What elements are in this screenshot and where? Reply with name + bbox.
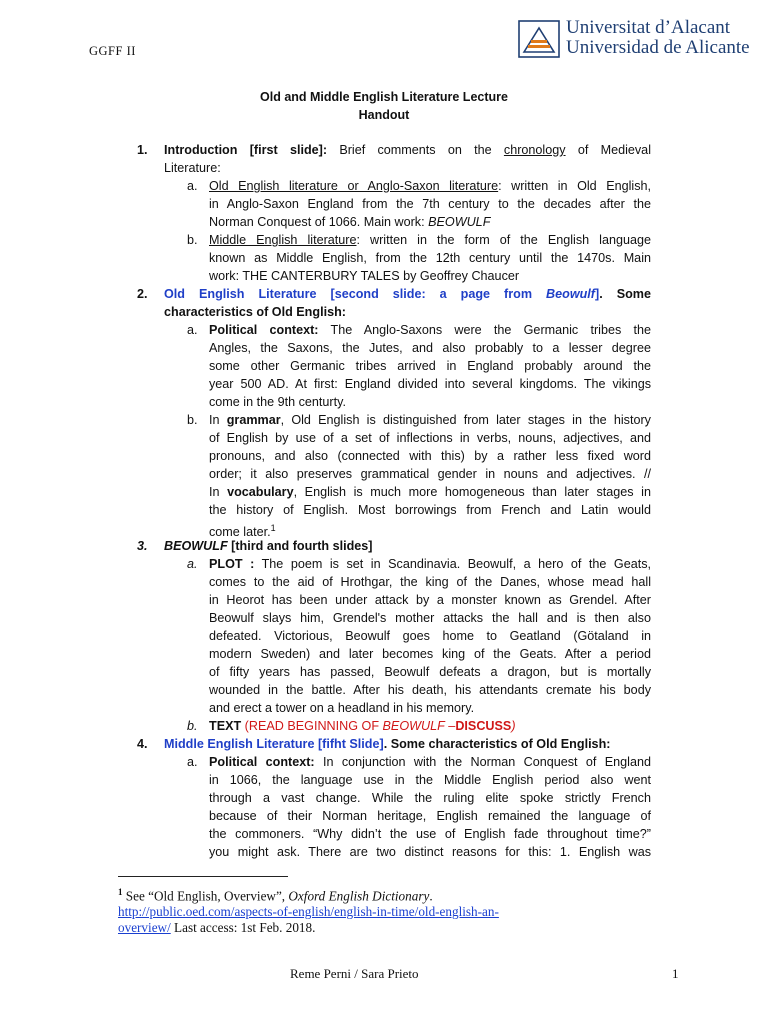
document-subtitle: Handout (358, 108, 410, 122)
oed-link[interactable]: http://public.oed.com/aspects-of-english/english-in-time/old-english-an- (118, 904, 499, 919)
section-1-heading: Introduction [first slide]: Brief comments on the chronology of Medieval (164, 143, 651, 157)
text-line: the commoners. “Why didn’t the use of English fade throughout time?” (209, 827, 651, 841)
footnote-link-line (118, 904, 499, 920)
section-3-heading: BEOWULF [third and fourth slides] (164, 539, 373, 553)
university-logo (518, 18, 758, 62)
text-line: defeated. Victorious, Beowulf goes home to Geatland (Götaland in (209, 629, 651, 643)
footnote: $^1$ See “Old English, Overview”, Oxford English Dictionary. (118, 887, 433, 904)
text-line: in Heorot has been under attack by a monster known as Grendel. After (209, 593, 651, 607)
section-number: 3. (137, 539, 148, 553)
footnote-ref: 1 (270, 523, 276, 533)
text-line: in 1066, the language use in the Middle English period also went (209, 773, 651, 787)
document-title: Old and Middle English Literature Lecture (260, 90, 508, 104)
oed-link-continued[interactable]: overview/ (118, 920, 171, 935)
footnote-divider (118, 876, 288, 877)
item-letter: a. (187, 557, 198, 571)
text-line: Literature: (164, 161, 221, 175)
text-line: Norman Conquest of 1066. Main work: BEOWULF (209, 215, 491, 229)
item-letter: b. (187, 719, 198, 733)
text-line: some other Germanic tribes arrived in England probably around the (209, 359, 651, 373)
text-line: PLOT : The poem is set in Scandinavia. Beowulf, a hero of the Geats, (209, 557, 651, 571)
text-line: work: THE CANTERBURY TALES by Geoffrey Chaucer (209, 269, 520, 283)
text-line: Political context: In conjunction with the Norman Conquest of England (209, 755, 651, 769)
text-line: In grammar, Old English is distinguished from later stages in the history (209, 413, 651, 427)
text-line: come in the 9th centurty. (209, 395, 346, 409)
text-line: modern Sweden) and later becomes king of the Geats. After a period (209, 647, 651, 661)
text-line: in Anglo-Saxon England from the 7th century to the decades after the (209, 197, 651, 211)
text-line: and erect a tower on a headland in his memory. (209, 701, 475, 715)
text-line: through a vast change. While the ruling elite spoke strictly French (209, 791, 651, 805)
text-line: characteristics of Old English: (164, 305, 346, 319)
text-line: known as Middle English, from the 12th century until the 1470s. Main (209, 251, 651, 265)
item-letter: b. (187, 233, 198, 247)
text-line: Middle English literature: written in the form of the English language (209, 233, 651, 247)
text-line: TEXT (READ BEGINNING OF BEOWULF –DISCUSS) (209, 719, 516, 733)
text-line: Angles, the Saxons, the Jutes, and also probably to a lesser degree (209, 341, 651, 355)
course-header: GGFF II (89, 44, 136, 58)
text-line: you might ask. There are two distinct reasons for this: 1. English was (209, 845, 651, 859)
university-emblem-icon (518, 20, 560, 58)
text-line: wounded in the battle. After his death, his attendants cremate his body (209, 683, 651, 697)
text-line: Political context: The Anglo-Saxons were the Germanic tribes the (209, 323, 651, 337)
item-letter: a. (187, 179, 198, 193)
text-line: the history of English. Most borrowings from French and Latin would (209, 503, 651, 517)
text-line: of English by use of a set of inflections in verbs, nouns, adjectives, and (209, 431, 651, 445)
footer-authors: Reme Perni / Sara Prieto (290, 966, 419, 981)
text-line: because of their Norman heritage, English remained the language of (209, 809, 651, 823)
university-name: Universitat d’Alacant Universidad de Alicante (566, 17, 750, 58)
text-line: order; it also preserves grammatical gender in nouns and adjectives. // (209, 467, 651, 481)
text-line: comes to the aid of Hrothgar, the king of the Danes, whose mead hall (209, 575, 651, 589)
section-4-heading: Middle English Literature [fifht Slide]. Some characteristics of Old English: (164, 737, 611, 751)
item-letter: b. (187, 413, 198, 427)
text-line: Old English literature or Anglo-Saxon literature: written in Old English, (209, 179, 651, 193)
section-number: 1. (137, 143, 148, 157)
text-line: year 500 AD. At first: England divided into several kingdoms. The vikings (209, 377, 651, 391)
page-number: 1 (672, 966, 679, 981)
text-line: In vocabulary, English is much more homogeneous than later stages in (209, 485, 651, 499)
section-number: 2. (137, 287, 148, 301)
text-line: Beowulf slays him, Grendel's mother attacks the hall and is then also (209, 611, 651, 625)
section-number: 4. (137, 737, 148, 751)
text-line: come later.$^1$ (209, 523, 276, 540)
footnote-link-line: overview/ Last access: 1st Feb. 2018. (118, 920, 316, 935)
item-letter: a. (187, 755, 198, 769)
section-2-heading: Old English Literature [second slide: a page from Beowulf]. Some (164, 287, 652, 301)
text-line: of fifty years has passed, Beowulf defeats a dragon, but is mortally (209, 665, 651, 679)
text-line: pronouns, and also (connected with this) by a rather less fixed word (209, 449, 651, 463)
item-letter: a. (187, 323, 198, 337)
